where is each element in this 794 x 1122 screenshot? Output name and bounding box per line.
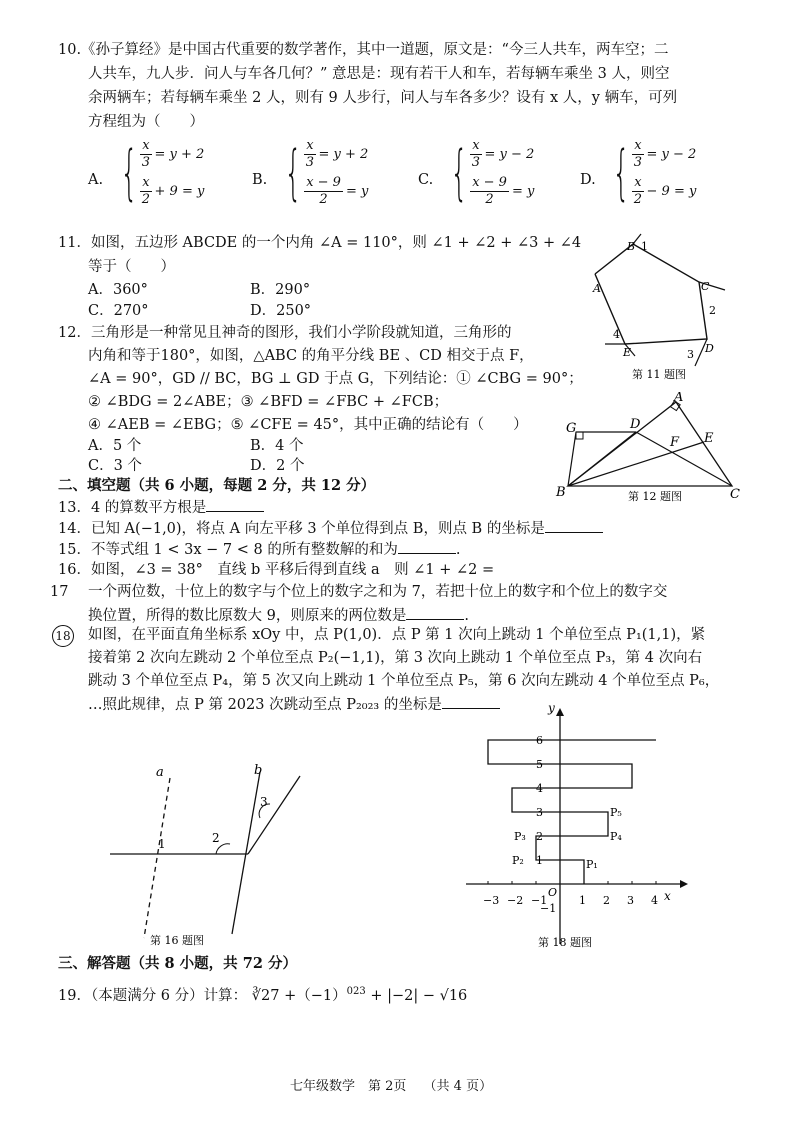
q10-option-b-label: B. bbox=[252, 172, 268, 188]
section-3-heading: 三、解答题（共 8 小题，共 72 分） bbox=[58, 955, 297, 972]
fig12-label-c: C bbox=[730, 487, 740, 502]
equation-rest: = y bbox=[511, 184, 535, 199]
q10-line3: 余两辆车；若每辆车乘坐 2 人，则有 9 人步行，问人与车各多少？设有 x 人，y 辆车，可列 bbox=[88, 90, 678, 106]
fig18-ticks bbox=[483, 734, 658, 915]
fraction bbox=[140, 175, 151, 208]
equation-rest: = y + 2 bbox=[318, 147, 369, 162]
fraction bbox=[632, 138, 643, 171]
brace-icon: { bbox=[120, 138, 138, 208]
fig11-label-4: 4 bbox=[613, 328, 620, 341]
q18-stem: …照此规律，点 P 第 2023 次跳动至点 P₂₀₂₃ 的坐标是 bbox=[88, 697, 442, 713]
q12-option-d: D．2 个 bbox=[250, 458, 305, 474]
fig16-label-3: 3 bbox=[260, 795, 268, 809]
equation-rest: + 9 = y bbox=[154, 184, 205, 199]
equation-2 bbox=[140, 175, 204, 208]
q18-line3: 跳动 3 个单位至点 P₄，第 5 次又向上跳动 1 个单位至点 P₅，第 6 次向左跳动 4 个单位至点 P₆， bbox=[88, 673, 720, 689]
equations bbox=[304, 138, 368, 208]
q18-line2: 接着第 2 次向左跳动 2 个单位至点 P₂(−1,1)，第 3 次向上跳动 1 个单位至点 P₃，第 4 次向右 bbox=[88, 650, 703, 666]
q12-option-a: A．5 个 bbox=[88, 438, 142, 454]
fig16-label-b: b bbox=[254, 763, 263, 778]
y-tick-label-negative: −1 bbox=[540, 902, 557, 915]
fig18-label-p2: P₂ bbox=[512, 854, 524, 867]
fig11-label-2: 2 bbox=[709, 304, 716, 317]
q11-option-c: C．270° bbox=[88, 303, 149, 319]
q14-answer-blank[interactable] bbox=[545, 518, 603, 533]
q11-option-a: A．360° bbox=[88, 282, 148, 298]
q11-line2: 等于（ ） bbox=[88, 259, 175, 275]
q10-option-a-label: A. bbox=[88, 172, 104, 188]
equation-rest: = y bbox=[345, 184, 369, 199]
q19-exponent: 023 bbox=[346, 986, 366, 997]
q15-answer-blank[interactable] bbox=[398, 539, 456, 554]
q15-period: . bbox=[455, 542, 461, 558]
denominator: 3 bbox=[471, 155, 480, 170]
numerator: x bbox=[306, 138, 314, 153]
fig16-label-2: 2 bbox=[212, 831, 220, 845]
q13-answer-blank[interactable] bbox=[206, 497, 264, 512]
q19-power-base: +（−1） bbox=[284, 987, 347, 1004]
x-tick-label: −1 bbox=[531, 894, 548, 907]
fig16-caption: 第 16 题图 bbox=[150, 934, 204, 947]
fig12-caption: 第 12 题图 bbox=[628, 490, 682, 503]
q19-text bbox=[58, 982, 467, 1006]
fraction bbox=[470, 175, 509, 208]
q12-option-b: B．4 个 bbox=[250, 438, 304, 454]
y-tick-label: 1 bbox=[536, 854, 543, 867]
fig11-label-1: 1 bbox=[641, 240, 648, 253]
q11-option-d: D．250° bbox=[250, 303, 312, 319]
footer-page: 七年级数学 第 2页 bbox=[290, 1079, 407, 1094]
q10-option-b-system bbox=[274, 138, 368, 208]
equation-rest: = y + 2 bbox=[154, 147, 205, 162]
fig18-label-p4: P₄ bbox=[610, 830, 622, 843]
fig11-label-b: B bbox=[627, 240, 636, 253]
q10-line2: 人共车，九人步．问人与车各几何？” 意思是：现有若干人和车，若每辆车乘坐 3 人，则空 bbox=[88, 66, 670, 82]
equation-1 bbox=[632, 138, 696, 171]
equation-1 bbox=[304, 138, 368, 171]
q17-answer-blank[interactable] bbox=[406, 605, 464, 620]
figure-18-coordinate-plane bbox=[460, 704, 690, 954]
brace-icon: { bbox=[612, 138, 630, 208]
fraction bbox=[304, 138, 315, 171]
equation-2 bbox=[632, 175, 696, 208]
fig12-label-g: G bbox=[566, 421, 577, 436]
fig18-caption: 第 18 题图 bbox=[538, 936, 592, 949]
q12-line3: ∠A = 90°，GD // BC，BG ⊥ GD 于点 G，下列结论：① ∠CBG = 90°； bbox=[88, 371, 583, 387]
numerator: x bbox=[142, 175, 150, 190]
numerator: x bbox=[142, 138, 150, 153]
equations bbox=[470, 138, 534, 208]
brace-icon: { bbox=[284, 138, 302, 208]
q17-period: . bbox=[464, 608, 469, 624]
x-tick-label: 4 bbox=[651, 894, 658, 907]
equation-2 bbox=[470, 175, 534, 208]
y-tick-label: 5 bbox=[536, 758, 543, 771]
q17-number: 17 bbox=[50, 584, 69, 600]
denominator: 3 bbox=[633, 155, 642, 170]
numerator: x − 9 bbox=[306, 175, 341, 190]
equation-2 bbox=[304, 175, 368, 208]
q17-line2 bbox=[88, 605, 469, 626]
x-tick-label: 1 bbox=[579, 894, 586, 907]
fraction bbox=[470, 138, 481, 171]
fig11-label-e: E bbox=[623, 346, 632, 359]
q12-option-c: C．3 个 bbox=[88, 458, 142, 474]
footer-total: （共 4 页） bbox=[423, 1079, 493, 1094]
fig11-caption: 第 11 题图 bbox=[632, 368, 686, 381]
fig12-label-b: B bbox=[556, 485, 566, 500]
q17-stem: 换位置，所得的数比原数大 9，则原来的两位数是 bbox=[88, 608, 407, 624]
q11-line1: 11．如图，五边形 ABCDE 的一个内角 ∠A = 110°，则 ∠1 + ∠2 + ∠3 + ∠4 bbox=[58, 235, 582, 251]
q13-stem: 13．4 的算数平方根是 bbox=[58, 500, 207, 516]
x-tick-label: 2 bbox=[603, 894, 610, 907]
equation-rest: = y − 2 bbox=[646, 147, 697, 162]
fig16-label-1: 1 bbox=[158, 837, 166, 851]
numerator: x − 9 bbox=[472, 175, 507, 190]
fig11-label-3: 3 bbox=[687, 348, 694, 361]
y-tick-label: 4 bbox=[536, 782, 543, 795]
fig12-label-a: A bbox=[674, 392, 684, 405]
fraction bbox=[140, 138, 151, 171]
q14-stem: 14．已知 A(−1,0)，将点 A 向左平移 3 个单位得到点 B，则点 B 的坐标是 bbox=[58, 521, 545, 537]
q10-option-d-label: D. bbox=[580, 172, 596, 188]
brace-icon: { bbox=[450, 138, 468, 208]
fig16-label-a: a bbox=[156, 765, 164, 780]
q19-cube-root: ∛27 bbox=[251, 987, 280, 1004]
y-tick-label: 3 bbox=[536, 806, 543, 819]
denominator: 2 bbox=[141, 192, 150, 207]
fig18-label-p3: P₃ bbox=[514, 830, 526, 843]
fig18-label-p1: P₁ bbox=[586, 858, 598, 871]
y-tick-label: 2 bbox=[536, 830, 543, 843]
numerator: x bbox=[472, 138, 480, 153]
q10-option-c-system bbox=[440, 138, 534, 208]
denominator: 3 bbox=[141, 155, 150, 170]
denominator: 2 bbox=[319, 192, 328, 207]
figure-11-pentagon bbox=[575, 232, 755, 382]
fig11-label-d: D bbox=[705, 342, 714, 355]
q10-line4: 方程组为（ ） bbox=[88, 114, 204, 130]
q13-text bbox=[58, 497, 264, 518]
fig12-label-d: D bbox=[630, 417, 641, 432]
q12-line2: 内角和等于180°，如图，△ABC 的角平分线 BE 、CD 相交于点 F， bbox=[88, 348, 534, 364]
q19-stem: 19．（本题满分 6 分）计算： bbox=[58, 987, 248, 1004]
q10-line1: 10.《孙子算经》是中国古代重要的数学著作，其中一道题，原文是：“今三人共车，两车空；二 bbox=[58, 42, 669, 58]
q12-line4: ② ∠BDG = 2∠ABE；③ ∠BFD = ∠FBC + ∠FCB； bbox=[88, 394, 449, 410]
y-tick-label: 6 bbox=[536, 734, 543, 747]
q12-line1: 12．三角形是一种常见且神奇的图形，我们小学阶段就知道，三角形的 bbox=[58, 325, 512, 341]
q17-line1: 一个两位数，十位上的数字与个位上的数字之和为 7，若把十位上的数字和个位上的数字交 bbox=[88, 584, 668, 600]
denominator: 2 bbox=[633, 192, 642, 207]
q16-text: 16．如图，∠3 = 38° 直线 b 平移后得到直线 a 则 ∠1 + ∠2 = bbox=[58, 562, 495, 578]
q12-line5: ④ ∠AEB = ∠EBG；⑤ ∠CFE = 45°，其中正确的结论有（ ） bbox=[88, 417, 528, 433]
figure-12-triangle bbox=[552, 392, 748, 504]
fraction bbox=[304, 175, 343, 208]
fig11-label-c: C bbox=[701, 280, 710, 293]
equations bbox=[632, 138, 696, 208]
q14-text bbox=[58, 518, 603, 539]
equation-rest: = y − 2 bbox=[484, 147, 535, 162]
figure-16-lines bbox=[100, 756, 320, 952]
fraction bbox=[632, 175, 643, 208]
fig18-label-p5: P₅ bbox=[610, 806, 622, 819]
x-tick-label: −2 bbox=[507, 894, 524, 907]
q10-option-d-system bbox=[602, 138, 696, 208]
equation-1 bbox=[140, 138, 204, 171]
equation-rest: − 9 = y bbox=[646, 184, 697, 199]
numerator: x bbox=[634, 138, 642, 153]
fig18-label-x: x bbox=[664, 889, 671, 903]
equations bbox=[140, 138, 204, 208]
x-tick-label: 3 bbox=[627, 894, 634, 907]
equation-1 bbox=[470, 138, 534, 171]
q15-stem: 15．不等式组 1 < 3x − 7 < 8 的所有整数解的和为 bbox=[58, 542, 398, 558]
fig12-label-e: E bbox=[704, 431, 714, 446]
q11-option-b: B．290° bbox=[250, 282, 311, 298]
numerator: x bbox=[634, 175, 642, 190]
q10-option-a-system bbox=[110, 138, 204, 208]
fig18-label-y: y bbox=[548, 704, 555, 715]
section-2-heading: 二、填空题（共 6 小题，每题 2 分，共 12 分） bbox=[58, 477, 376, 494]
fig11-label-a: A bbox=[593, 282, 601, 295]
q19-sqrt: √16 bbox=[439, 987, 468, 1004]
footer bbox=[290, 1077, 492, 1097]
q19-abs-term: + |−2| − bbox=[370, 987, 435, 1004]
q15-text bbox=[58, 539, 460, 560]
x-tick-label: −3 bbox=[483, 894, 500, 907]
denominator: 2 bbox=[485, 192, 494, 207]
q10-option-c-label: C. bbox=[418, 172, 434, 188]
denominator: 3 bbox=[305, 155, 314, 170]
q18-line1: 如图，在平面直角坐标系 xOy 中，点 P(1,0)．点 P 第 1 次向上跳动 1 个单位至点 P₁(1,1)，紧 bbox=[88, 627, 706, 643]
q18-line4 bbox=[88, 694, 500, 715]
fig12-label-f: F bbox=[670, 435, 680, 450]
q18-number: 18 bbox=[52, 625, 74, 647]
fig18-label-origin: O bbox=[548, 886, 558, 899]
